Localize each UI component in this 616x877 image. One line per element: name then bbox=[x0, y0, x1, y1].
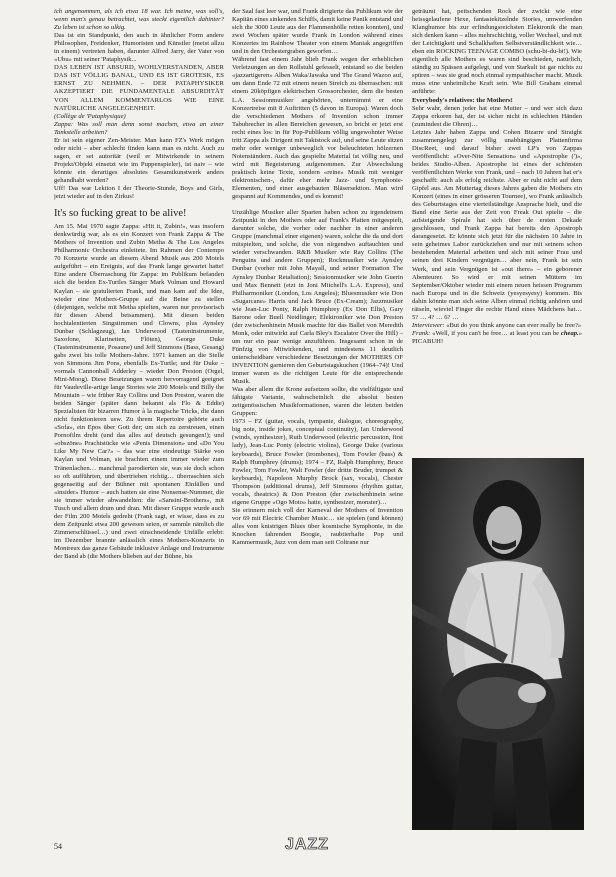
guitarist-photo bbox=[412, 458, 584, 830]
paragraph: der Saal fast leer war, und Frank dirigierte das Publikum wie der Kapitän eines sinkenden Schiffs, damit keine Panik entstand und sich die 3000 Leute aus der Flammenhölle retten konnten), und zwei Wochen später wurde Frank in London während eines Konzertes im Rainbow Theater von einem Maniak angegriffen und in den Orchestergraben geworfen… bbox=[232, 8, 403, 56]
paragraph: Sie erinnern mich voll der Karneval der Mothers of Invention vor 69 mit Electric Chamber Music… sie spielen (und können) alles vom knistrigen Blues über kosmische Symphonie, in die Knochen fahrenden Boogie, raubtierhafte Pop und Kammermusik, Jazz von dem man seit Coltrane nur bbox=[232, 506, 403, 547]
paragraph: Zappa: Was soll man denn sonst machen, etwa an einer Tankstelle arbeiten? bbox=[54, 120, 224, 136]
speaker-label: Interviewer: bbox=[412, 321, 445, 329]
jazz-magazine-logo: JAZZ bbox=[285, 836, 329, 853]
paragraph: Er ist sein eigener Zen-Meister. Man kann FZ's Werk mögen oder nicht – aber schlecht finden kann man es nicht. Auch zu sagen, er sei autoritär (weil er Mitwirkende in seinem Projekt/Objekt einsetzt wie im Puppenspieler), ist naiv – wie könnte ein derartiges absolutes Gesamtkunstwerk anders gehandhabt werden? bbox=[54, 136, 224, 184]
interview-text: «But do you think anyone can ever really be free?» bbox=[446, 321, 582, 329]
paragraph: Was aber allem die Krone aufsetzen sollte, die vielfältigste und fähigste Variante, wahrscheinlich die absolut besten zeitgenössischen Musikformationen, waren die letzten beiden Gruppen: bbox=[232, 386, 403, 418]
bold-quote: Everybody's relatives: the Mothers! bbox=[412, 96, 513, 104]
paragraph: Während fast einem Jahr blieb Frank wegen der erheblichen Verletzungen an den Rollstuhl gefesselt, entstand so die beiden «jazzartigeren» Alben Waka/Jawaka und The Grand Wazoo auf, um dann Ende 72 mit einem neuen Streich zu überraschen: mit einem 20köpfigen elektrischen Grossorchester, dem die besten L.A. Sessionmusiker angehörten, unternimmt er eine Konzertreise mit 8 Auftritten (5 davon in Europa). Waren doch die verschiedenen Mothers of Invention schon immer Tabubrecher in allen Bereichen gewesen, so bricht er jetzt erst recht eines los: in für Pop-Publikum völlig ungewohnter Weise tritt Zappa als Dirigent mit Taktstock auf, und seine Leute sitzen mehr oder weniger unbeweglich vor beleuchteten hölzernen Notenständern. Auch das gespielte Material ist völlig neu, und wird mit Begeisterung aufgenommen. Zur Abwechslung praktisch keine Texte, sondern «reine» Musik mit weniger elektronischen-, dafür eher mehr Jazz- und Symphonie-Elementen, und einer ausgebauten Bläsersektion. Man wird gespannt auf Kommendes, und es kommt! bbox=[232, 56, 403, 201]
column-3 bbox=[412, 8, 582, 453]
section-heading: It's so fucking great to be alive! bbox=[54, 208, 187, 220]
page-number: 54 bbox=[54, 842, 62, 851]
paragraph: geträumt hat, peitschenden Rock der zwickt wie eine heissgelaufene Hexe, fantasiekitzelnde Stories, umwerfenden Klanghumor bis zur erfindungsreichsten Elektronik die man sich denken kann – alles mehrschichtig, voller Wechsel, und mit der Leichtigkeit und Schalkhaften Selbstverständlichkeit wie… eben ein ROCKING TEENAGE COMBO (schu-bi-du-bi!). Wie eigentlich alle Mothers es waren sind beschieden, natürlich, ständig zu Spässen aufgelegt, und von Starkult ist gar nichts zu spüren – was sie grad noch einmal sympathischer macht. Musik muss eine unheimliche Kraft sein. Wie Bill Graham einmal anführte: bbox=[412, 8, 582, 96]
emphasis-text: cheap. bbox=[560, 329, 579, 337]
speaker-label: Frank: bbox=[412, 329, 431, 337]
paragraph: ich angenommen, als ich etwa 18 war. Ich meine, was soll's, wenn man's genau betrachtet, was steckt eigentlich dahinter? Zu leben ist schon so ulkig. bbox=[54, 8, 224, 32]
paragraph: Unzählige Musiker aller Sparten haben schon zu irgendeinem Zeitpunkt in den Mothers oder auf Frank's Platten mitgespielt, darunter solche, die vorher oder nachher in einer anderen Gruppe (manchmal einer eigenen) waren, solche die da und dort mitspielten, und solche, die von nirgendwo auftauchten und wieder verschwanden. R&B Musiker wie Ray Collins (The Penguins und andere Gruppen); Rockmusiker wie Aynsley Dunbar (vorher mit John Mayall, und seiner Formation The Aynsley Dunbar Retaliation); Sessionmusiker wie John Guerin und Max Bennett (etzt in Joni Mitchell's L.A. Express), und Philharmoniker (London, Los Angeles); Bluesmusiker wie Don «Sugarcane» Harris und Jack Bruce (Ex-Cream); Jazzmusiker wie Jean-Luc Ponty, Ralph Humphrey (Ex Don Ellis), Gary Barone oder Buell Neidlinger; Elektroniker wie Don Preston (der zwischenhinein Musik machte für das Ballet von Meredith Monk, oder mitwirkt auf Carla Bley's Escalator Over the Hill) – um nur ein paar wenige anzuführen. Insgesamt schon in de Fünfzig von Mitwirkenden, und mindestens 11 deutlich unterscheidbare verschiedene Besetzungen der MOTHERS OF INVENTION garnieren den Geburtstagskuchen (1964–74)! Und immer waren es die richtigen Leute für die entsprechende Musik. bbox=[232, 209, 403, 386]
quote-citation: (Collège de 'Pataphysique) bbox=[54, 112, 126, 120]
paragraph: 1973 – FZ (guitar, vocals, tympanie, dialogue, choreography, big note, inside jokes, conceptual continuity), Ian Underwood (winds, synthesizer), Ruth Underwood (electric percussion, first lady), Jean-Luc Ponty (electric violins), George Duke (various keyboards), Bruce Fowler (trombones), Tom Fowler (bass) & Ralph Humphrey (drums); 1974 – FZ, Ralph Humphrey, Bruce Fowler, Tom Fowler, Walt Fowler (der dritte Bruder, trumpet & keyboards), Napoleon Murphy Brock (sax, vocals), Chester Thompson (additional drums), Jeff Simmons (rhythm guitar, vocals, theatrics) & Don Preston (der zwischenhinein seine eigene Gruppe «Ogo Moto» hatte, synthesizer, monster)… bbox=[232, 418, 403, 506]
interview-text: » PICABUH! bbox=[412, 329, 582, 345]
paragraph: Das ist ein Standpunkt, den auch in ähnlicher Form andere Philosophen, Freidenker, Humoristen und Künstler (meist allzu in einem) vertreten haben, darunter Alfred Jarry, der Vater von «Ubu» mit seiner 'Pataphysik... bbox=[54, 32, 224, 64]
paragraph: Letztes Jahr haben Zappa und Cohen Bizarre und Straight zusammengelegt zur völlig unabhängigen Plattenfirma DiscReet, und darauf bisher zwei LP's von Zappas veröffentlicht: «Over-Nite Sensation» und «Apostrophe (')», beides Studio-Alben. Apostrophe ist eines der schönsten veröffentlichten Werke von Frank, und – nach 10 Jahren hat er's geschafft: auch als erfolg reichste. Aber er ruht nicht auf dem Gipfel aus. Am Muttertag dieses Jahres gaben die Mothers ein Konzert (eines in einer grösseren Tournee), wo Frank anlässlich des Geburtstages eine vierteilständige Ansprache hielt, und die Band eine Serie aus der Zeit von Freak Out spielte – die aufsteigende Spirale hat sich über de ersten Dekade geschlossen, und Frank Zappa hat bereits den Apostroph darangesetzt. Er könnte sich jetzt für die nächsten 10 Jahre in sein geheimes Labor zurückziehen und nur mit seinem schon bestehenden Material arbeiten und sich mit seiner Frau und seinen drei Kindern vergnügen… aber nein, Frank ist sein Werk, und sein Vergnügen ist «out there» – ein geborener Abenteurer. So wird er mit seinen Müttern im September/Oktober wieder mit einem neuen heissen Programm nach Europa und in die Schweiz (yesyesyesy) kommen. Bis dahin könnte man sich seine Alben einmal richtig anhören und rätseln, wieviel Finger die rechte Hand eines Mädchens hat… 5? … 4? … 6? … bbox=[412, 128, 582, 321]
interview-text: «Well, if you can't be free… at least you can be bbox=[432, 329, 560, 337]
interview-line bbox=[412, 322, 582, 330]
interview-line bbox=[412, 330, 582, 346]
column-2 bbox=[232, 8, 403, 840]
quote-caps: DAS LEBEN IST ABSURD, WOHLVERSTANDEN, ABER DAS IST VÖLLIG BANAL, UND ES IST GROTESK, ES ERNST ZU NEHMEN. – DER PATAPHYSIKER AKZEPTIERT DIE FUNDAMENTALE ABSURDITÄT VON ALLEM KOMMENTARLOS WIE EINE NATÜRLICHE ANGELEGENHEIT. bbox=[54, 64, 224, 112]
paragraph: Uff! Das war Lektion I der Theorie-Stunde, Boys and Girls, jetzt wieder auf in den Zirkus! bbox=[54, 185, 224, 201]
paragraph: Sehr wahr, denen jeder hat eine Mutter – und wer sich dazu Zappa erkoren hat, der ist sicher nicht in schlechten Händen (zumindest die Ohren)… bbox=[412, 104, 582, 128]
paragraph: Am 15. Mai 1970 sagte Zappa: «Hit it, Zubin!», was insofern denkwürdig war, als es ein Konzert von Frank Zappa & The Mothers of Invention und Zubin Metha & The Los Angeles Philharmonic Orchestra einleitete. Im Rahmen der Contempo 70 Konzerte wurde an diesem Abend Musik aus 200 Motels aufgeführt – ein Ereignis, auf das Frank lange gewartet hatte! Eine andere Überraschung für Zappa: im Publikum befanden sich die beiden Ex-Turtles Sänger Mark Volman und Howard Kaylan – sie gratulierten Frank, und man kam auf die Idee, wieder eine Mothers-Gruppe auf die Beine zu stellen (diejenigen, welche mit Metha spielten, waren nur provisorisch für diesen Abend beisammen). Mit diesen beiden hochtalentierten Singstimmen und Clowns, plus Aynsley Dunbar (Schlagzeug), Ian Underwood (Tasteninstrumente, Saxofone, Klarinetten, Flöten), George Duke (Tasteninstrumente, Posaune) und Jeff Simmons (Bass, Gesang) gabs zwei bis tolle Mothers-Jahre. 1971 kamen an die Stelle von Simmons Jim Pons, ebenfalls Ex-Turtle; und für Duke – vormals Cannonball Adderley – wieder Don Preston (Orgel, Mini-Moog). Diese Besetzungen waren hervorragend geeignet für Vaudeville-artige lange Stories wie 200 Motels und Billy the Mountain – wie früher Ray Collins und Don Preston, waren die beiden Sänger (später dann bekannt als Flo & Eddie) Spezialisten für bizarren Humor à la magische Tricks, die dann nicht funktionieren usw. Zu ihrem Repertoire gehörte auch «Sofa», ein Epos über Gott der; um sich zu zerstreuen, einen Pornofilm dreht (und das alles auf deutsch gesungen!); und «obszöne» Prachtstücke wie «Penis Dimension» und «Do You Like My New Car?» – das war eine eindeutige Stärke von Kaylan und Volman, sie brachten einem immer wieder zum Tränenlachen… manchmal parodierten sie, was sie doch schon so oft aufführten, und übertrieben richtig… überraschten sich gegenseitig auf der Bühner mit spontanen Einfällen und «insider» Humor – auch hatten sie eine Nonsense-Nummer, die sie immer wieder abwandelten: die «Sansini-Brothers», mit Tusch und allem drum und dran. Mit dieser Gruppe wurde auch der Film 200 Motels gedreht (Frank sagt, er wisse, dass es zu dem Zeitpunkt etwa 200 gewesen seien, er sammle nämlich die Zimmerschlüssel…) und zwei einschneidende Unfälle erlebt: im Dezember brannte anlässlich eines Mothers-Konzerts in Montreux das ganze Gebäude inklusive Anlage und Instrumente der Band ab (die Mothers blieben auf der Bühne, bis bbox=[54, 223, 224, 561]
paragraph-gap bbox=[232, 201, 403, 209]
column-1 bbox=[54, 8, 224, 840]
guitarist-photo-illustration bbox=[412, 458, 584, 830]
